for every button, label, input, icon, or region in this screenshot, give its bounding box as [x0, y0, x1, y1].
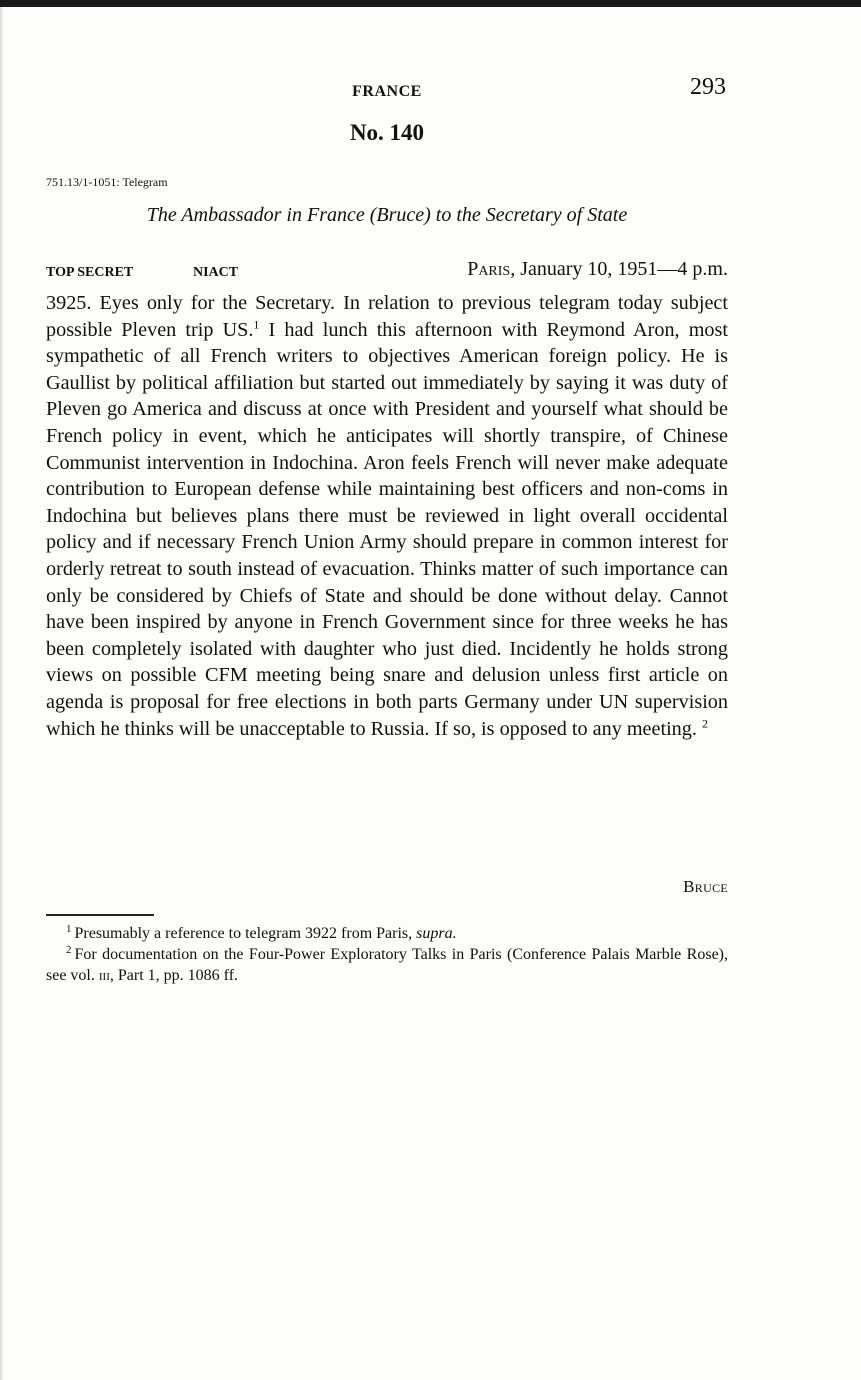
running-head — [46, 74, 728, 106]
footnote-reference-1: 1 — [253, 316, 260, 331]
page-left-edge — [0, 7, 3, 1380]
footnote-divider — [46, 914, 154, 916]
footnote-1-italic: supra. — [416, 925, 457, 942]
dateline-place: Paris, — [467, 258, 516, 280]
classification-marking: TOP SECRET — [46, 265, 134, 280]
footnote-2-text-after: , Part 1, pp. 1086 ff. — [109, 967, 239, 984]
footnotes — [46, 923, 728, 986]
file-reference: 751.13/1-1051: Telegram — [46, 175, 168, 189]
footnote-1 — [46, 923, 728, 944]
body-text-part-1: 3925. Eyes only for the Secretary. In relation to previous telegram today subject possible Pleven trip US. — [46, 292, 728, 341]
document-number: No. 140 — [349, 120, 425, 145]
footnote-1-mark: 1 — [66, 922, 72, 935]
telegram-header — [46, 258, 728, 284]
footnote-2-mark: 2 — [66, 943, 72, 956]
page-number: 293 — [690, 74, 726, 100]
running-head-title: FRANCE — [352, 83, 422, 100]
page-top-border — [0, 0, 861, 7]
body-text-part-2: I had lunch this afternoon with Reymond Aron, most sympathetic of all French writers to objectives American foreign policy. He is Gaullist by political affiliation but started out immediately by saying it was duty of Pleven go America and discuss at once with President and yourself what should be French policy in event, which he anticipates will shortly transpire, of Chinese Communist intervention in Indochina. Aron feels French will never make adequate contribution to European defense while maintaining best officers and non-coms in Indochina but believes plans there must be reviewed in light overall occidental policy and if necessary French Union Army should prepare in common interest for orderly retreat to south instead of evacuation. Thinks matter of such importance can only be considered by Chiefs of State and should be done without delay. Cannot have been inspired by anyone in French Government since for three weeks he has been completely isolated with daughter who just died. Incidently he holds strong views on possible CFM meeting being snare and delusion unless first article on agenda is proposal for free elections in both parts Germany under UN supervision which he thinks will be unacceptable to Russia. If so, is opposed to any meeting. — [46, 318, 728, 740]
dateline — [467, 258, 728, 281]
footnote-2 — [46, 944, 728, 986]
footnote-1-text: Presumably a reference to telegram 3922 from Paris, — [74, 925, 417, 942]
footnote-2-volume: iii — [98, 967, 110, 984]
footnote-2-text-before: For documentation on the Four-Power Exploratory Talks in Paris (Conference Palais Marble Rose), see vol. — [46, 946, 728, 984]
body-paragraph — [46, 290, 728, 742]
footnote-reference-2: 2 — [701, 715, 708, 730]
telegram-body — [46, 290, 728, 742]
dateline-date: January 10, 1951—4 p.m. — [515, 258, 728, 280]
document-title: The Ambassador in France (Bruce) to the Secretary of State — [146, 204, 628, 226]
precedence-marking: NIACT — [193, 265, 239, 280]
signature: Bruce — [683, 877, 728, 896]
